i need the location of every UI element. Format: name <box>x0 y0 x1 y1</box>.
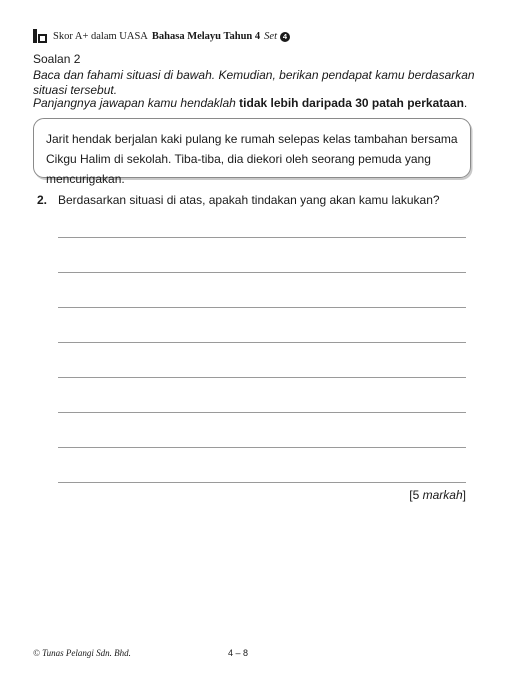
answer-line[interactable] <box>58 237 466 238</box>
answer-line[interactable] <box>58 412 466 413</box>
answer-line[interactable] <box>58 307 466 308</box>
header-subject: Bahasa Melayu Tahun 4 <box>151 30 261 42</box>
marks-word: markah <box>422 488 463 502</box>
marks-close: ] <box>462 488 466 502</box>
situation-box <box>33 118 471 186</box>
question-number: 2. <box>37 193 48 207</box>
marks-label <box>409 488 466 502</box>
header-set-label: Set <box>264 30 277 42</box>
answer-line[interactable] <box>58 482 466 483</box>
length-rule: tidak lebih daripada 30 patah perkataan <box>239 96 464 110</box>
footer-copyright: © Tunas Pelangi Sdn. Bhd. <box>33 648 131 658</box>
situation-text: Jarit hendak berjalan kaki pulang ke rumah selepas kelas tambahan bersama Cikgu Halim di sekolah. Tiba-tiba, dia diekori oleh seorang pemuda yang mencurigakan. <box>46 132 458 186</box>
instruction-text: Baca dan fahami situasi di bawah. Kemudian, berikan pendapat kamu berdasarkan situasi tersebut. <box>33 68 475 97</box>
answer-line[interactable] <box>58 447 466 448</box>
header-prefix: Skor A+ dalam UASA <box>53 30 148 42</box>
header-text <box>53 31 290 42</box>
answer-line[interactable] <box>58 272 466 273</box>
question-text: Berdasarkan situasi di atas, apakah tindakan yang akan kamu lakukan? <box>58 193 440 207</box>
question-section-title: Soalan 2 <box>33 52 81 66</box>
footer-page-number: 4 – 8 <box>228 648 249 658</box>
length-instruction <box>33 96 479 111</box>
answer-area[interactable] <box>58 200 466 500</box>
length-suffix: . <box>463 96 468 110</box>
answer-line[interactable] <box>58 342 466 343</box>
set-number-badge: 4 <box>280 32 290 42</box>
page-header <box>33 28 290 44</box>
publisher-logo-icon <box>33 29 47 43</box>
marks-open: [5 <box>409 488 423 502</box>
length-prefix: Panjangnya jawapan kamu hendaklah <box>33 96 236 110</box>
answer-line[interactable] <box>58 377 466 378</box>
